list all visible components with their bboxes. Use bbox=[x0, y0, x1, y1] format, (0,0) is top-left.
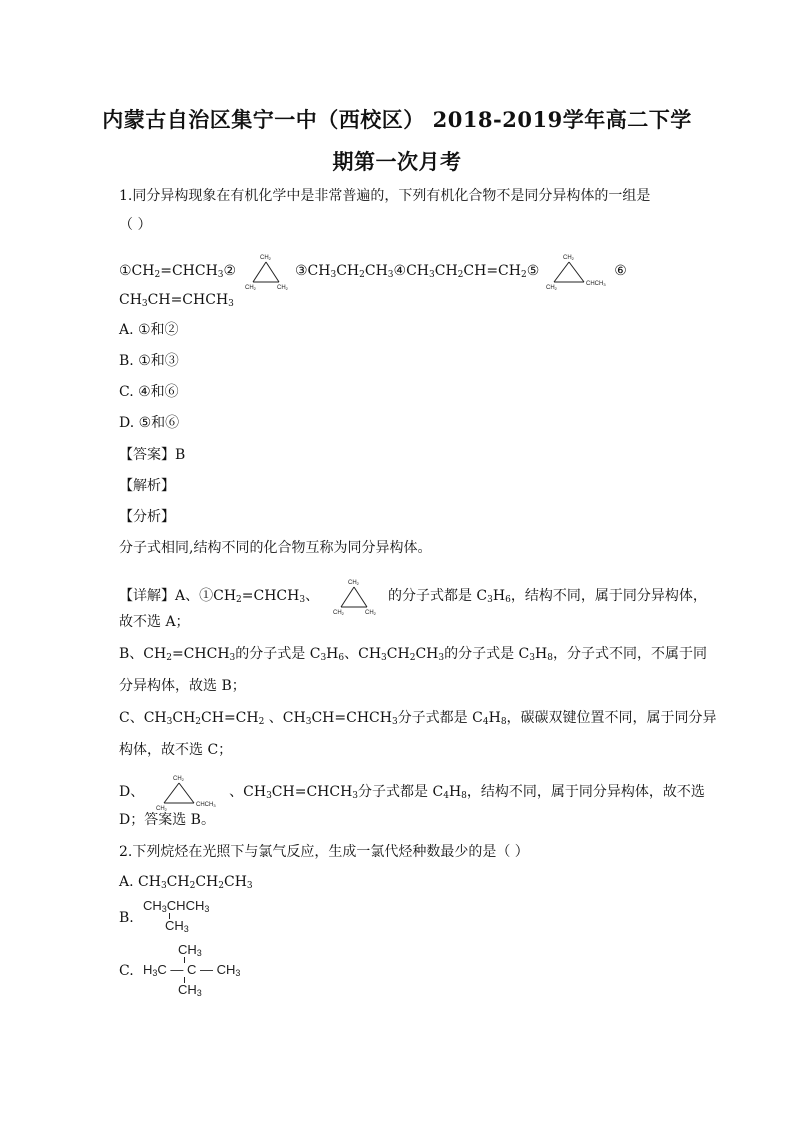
svg-text:CH2: CH2 bbox=[545, 285, 557, 290]
q2-option-a: A. $CH_3CH_2CH_2CH_3$ bbox=[119, 874, 253, 891]
q1-detail-d: D、 CH2 CH2 CHCH3 、$CH_3CH=CHCH_3$分子式都是 $C_4H_8$，结构不同，属于同分异构体，故不选 bbox=[119, 773, 705, 811]
methylcyclopropane-structure bbox=[544, 252, 610, 290]
q1-compounds bbox=[119, 252, 627, 290]
svg-text:CH2: CH2 bbox=[259, 255, 271, 261]
q1-detail-a: 【详解】A、$①CH_2=CHCH_3$、 CH2 CH2 CH2 的分子式都是 $C_3H_6$，结构不同，属于同分异构体， bbox=[119, 577, 707, 615]
q2-option-c-label: C. bbox=[119, 963, 134, 979]
svg-text:CH2: CH2 bbox=[172, 776, 184, 782]
q1-detail-c: C、$CH_3CH_2CH=CH_2$ 、$CH_3CH=CHCH_3$分子式都是 $C_4H_8$，碳碳双键位置不同，属于同分异 bbox=[119, 710, 717, 727]
svg-text:CHCH3: CHCH3 bbox=[585, 281, 606, 287]
compound-1: $①CH_2=CHCH_3②$ bbox=[119, 263, 237, 280]
svg-text:CHCH3: CHCH3 bbox=[195, 802, 216, 808]
q1-option-a: A. ①和② bbox=[119, 322, 179, 338]
q1-option-b: B. ①和③ bbox=[119, 353, 179, 369]
compound-3-4: $③CH_3CH_2CH_3④CH_3CH_2CH=CH_2⑤$ bbox=[295, 263, 540, 280]
q1-paren: （ ） bbox=[119, 217, 152, 233]
compound-6: $CH_3CH=CHCH_3$ bbox=[119, 292, 234, 309]
q1-detail-c-line2: 构体，故不选 C； bbox=[119, 742, 233, 758]
svg-text:CH2: CH2 bbox=[347, 580, 359, 586]
q1-answer: 【答案】B bbox=[119, 447, 186, 463]
methylcyclopropane-structure-detail bbox=[149, 773, 225, 811]
q2-option-b-label: B. bbox=[119, 910, 134, 926]
q1-option-d: D. ⑤和⑥ bbox=[119, 415, 180, 431]
q1-option-c: C. ④和⑥ bbox=[119, 384, 179, 400]
cyclopropane-structure-detail bbox=[324, 577, 384, 615]
isobutane-structure: $CH_3CHCH_3$ $CH_3$ bbox=[143, 898, 210, 934]
svg-text:CH2: CH2 bbox=[364, 610, 376, 615]
page-title-line1: 内蒙古自治区集宁一中（西校区） 2018-2019学年高二下学 bbox=[102, 107, 692, 132]
q1-jiexi: 【解析】 bbox=[119, 478, 175, 494]
svg-text:CH2: CH2 bbox=[562, 255, 574, 261]
q1-fenxi-text: 分子式相同,结构不同的化合物互称为同分异构体。 bbox=[119, 540, 432, 556]
q1-detail-a-line2: 故不选 A； bbox=[119, 614, 190, 630]
q2-stem: 2.下列烷烃在光照下与氯气反应，生成一氯代烃种数最少的是（ ） bbox=[119, 844, 529, 860]
svg-text:CH2: CH2 bbox=[332, 610, 344, 615]
neopentane-structure: $CH_3$ $H_3C$ — C — $CH_3$ $CH_3$ bbox=[143, 942, 241, 998]
svg-text:CH2: CH2 bbox=[244, 285, 256, 290]
q1-detail-d-line2: D；答案选 B。 bbox=[119, 812, 215, 828]
q1-detail-b-line2: 分异构体，故选 B； bbox=[119, 678, 246, 694]
svg-text:CH2: CH2 bbox=[276, 285, 288, 290]
q1-detail-b: B、$CH_2=CHCH_3$的分子式是 $C_3H_6$、$CH_3CH_2CH_3$的分子式是 $C_3H_8$，分子式不同，不属于同 bbox=[119, 646, 707, 663]
compound-6-marker: ⑥ bbox=[614, 263, 627, 279]
cyclopropane-structure bbox=[241, 252, 291, 290]
page-title-line2: 期第一次月考 bbox=[332, 149, 462, 174]
svg-text:CH2: CH2 bbox=[155, 806, 167, 811]
q1-fenxi: 【分析】 bbox=[119, 509, 175, 525]
q1-stem: 1.同分异构现象在有机化学中是非常普遍的，下列有机化合物不是同分异构体的一组是 bbox=[119, 188, 651, 204]
